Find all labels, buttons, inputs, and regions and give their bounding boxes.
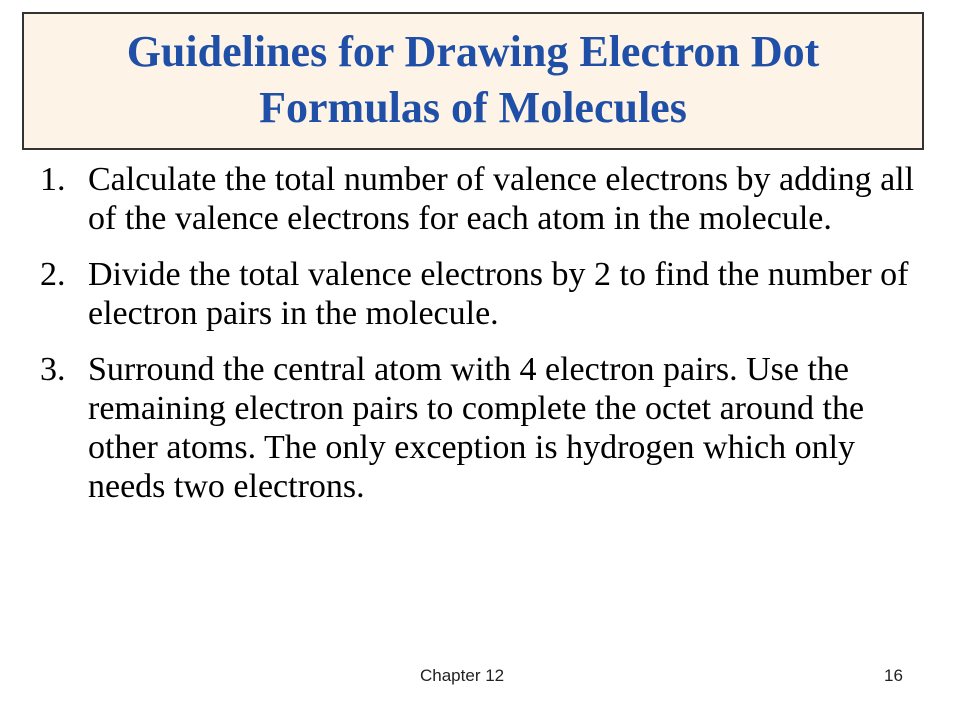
step-number: 2. [40, 256, 66, 293]
step-text: Calculate the total number of valence electrons by adding all of the valence electrons for each atom in the molecule. [88, 161, 915, 237]
step-text: Divide the total valence electrons by 2 to find the number of electron pairs in the molecule. [88, 256, 909, 332]
page-title-line-1: Guidelines for Drawing Electron Dot [126, 27, 820, 76]
page-number: 16 [884, 666, 903, 685]
list-item [40, 350, 940, 506]
list-item [40, 160, 940, 238]
page-title-line-2: Formulas of Molecules [259, 83, 687, 132]
list-item [40, 255, 940, 333]
title-box [22, 12, 924, 150]
step-text: Surround the central atom with 4 electron pairs. Use the remaining electron pairs to complete the octet around the other atoms. The only exception is hydrogen which only needs two electrons. [88, 351, 865, 505]
step-number: 1. [40, 161, 66, 198]
guideline-list [40, 160, 940, 523]
step-number: 3. [40, 351, 66, 388]
footer-chapter: Chapter 12 [420, 666, 505, 685]
